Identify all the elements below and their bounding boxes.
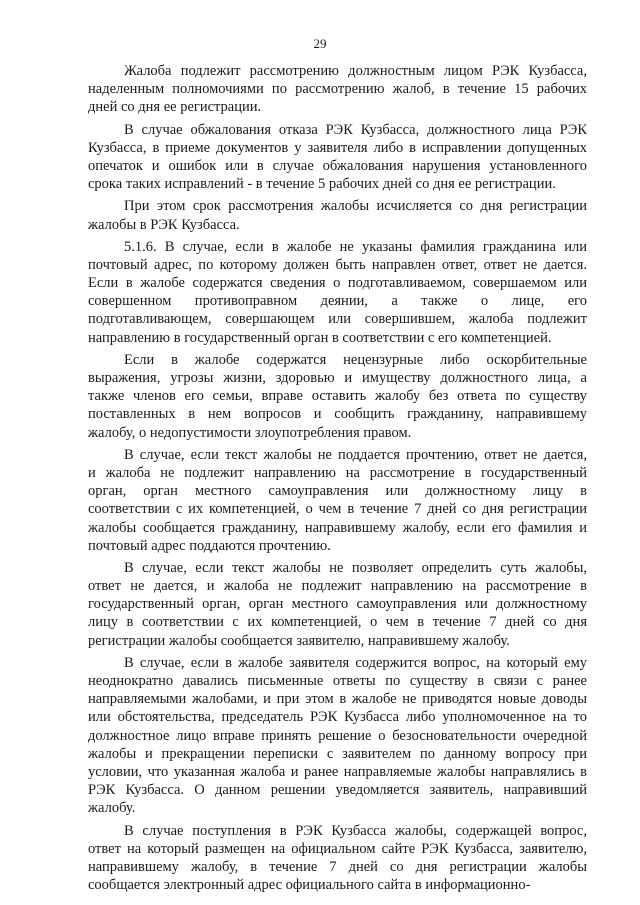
paragraph — [88, 351, 587, 442]
text-line: опечаток и ошибок или в случае обжалования нарушения установленного — [88, 157, 587, 174]
text-line: выражения, угрозы жизни, здоровью и имуществу должностного лица, а — [88, 370, 587, 386]
text-line: 5.1.6. В случае, если в жалобе не указаны фамилия гражданина или — [124, 238, 587, 255]
text-line: жалобы в РЭК Кузбасса. — [88, 216, 240, 233]
text-line: почтовый адрес, по которому должен быть направлен ответ, ответ не дается. — [88, 256, 587, 273]
text-line: наделенным полномочиями по рассмотрению жалоб, в течение 15 рабочих — [88, 81, 587, 98]
text-line: поставленных в нем вопросов и сообщить гражданину, направившему — [88, 406, 587, 423]
paragraph — [88, 121, 587, 194]
text-line: должностное лицо вправе принять решение о безосновательности очередной — [88, 727, 587, 744]
text-line: ответ на который размещен на официальном сайте РЭК Кузбасса, заявителю, — [88, 840, 587, 857]
text-line: совершенном противоправном деянии, а также о лице, его — [88, 293, 587, 310]
text-line: Жалоба подлежит рассмотрению должностным лицом РЭК Кузбасса, — [124, 63, 587, 79]
text-line: жалобы и прекращении переписки с заявителем по данному вопросу при — [88, 745, 587, 762]
text-line: В случае обжалования отказа РЭК Кузбасса, должностного лица РЭК — [124, 121, 587, 138]
text-line: неоднократно давались письменные ответы по существу в связи с ранее — [88, 673, 587, 689]
text-line: жалобы сообщается гражданину, направившему жалобу, если его фамилия и — [88, 519, 587, 536]
text-line: лицу в соответствии с их компетенцией, о чем в течение 7 дней со дня — [88, 614, 587, 631]
text-line: подготавливающем, совершающем или совершившем, жалоба подлежит — [88, 311, 587, 328]
text-line: РЭК Кузбасса. О данном решении уведомляется заявитель, направивший — [88, 782, 587, 799]
paragraph — [88, 197, 587, 233]
text-line: Кузбасса, в приеме документов у заявителя либо в исправлении допущенных — [88, 139, 587, 156]
text-line: направлению в государственный орган в соответствии с его компетенцией. — [88, 329, 552, 346]
text-line: срока таких исправлений - в течение 5 рабочих дней со дня ее регистрации. — [88, 176, 556, 193]
text-line: Если в жалобе содержатся сведения о подготавливаемом, совершаемом или — [88, 275, 587, 292]
text-line: сообщается электронный адрес официального сайта в информационно- — [88, 877, 531, 894]
paragraph — [88, 654, 587, 818]
text-line: В случае поступления в РЭК Кузбасса жалобы, содержащей вопрос, — [124, 822, 587, 839]
text-line: или обстоятельства, председатель РЭК Кузбасса либо уполномоченное на то — [88, 709, 587, 726]
text-line: В случае, если текст жалобы не поддается прочтению, ответ не дается, — [124, 446, 587, 463]
text-line: В случае, если в жалобе заявителя содержится вопрос, на который ему — [124, 654, 587, 671]
text-line: направившему жалобу, в течение 7 дней со дня регистрации жалобы — [88, 858, 587, 875]
text-line: направляемыми жалобами, и при этом в жалобе не приводятся новые доводы — [88, 691, 587, 708]
text-line: орган, орган местного самоуправления или должностному лицу в — [88, 483, 587, 500]
paragraph — [88, 446, 587, 555]
text-line: жалобу. — [88, 800, 136, 817]
page-number: 29 — [313, 36, 327, 51]
paragraph — [88, 559, 587, 650]
text-line: регистрации жалобы сообщается заявителю, направившему жалобу. — [88, 632, 510, 649]
text-line: В случае, если текст жалобы не позволяет определить суть жалобы, — [124, 559, 587, 576]
text-line: ответ не дается, и жалоба не подлежит направлению на рассмотрение в — [88, 578, 587, 595]
paragraph — [88, 822, 587, 895]
text-line: и жалоба не подлежит направлению на рассмотрение в государственный — [88, 464, 587, 481]
text-line: соответствии с их компетенцией, о чем в течение 7 дней со дня регистрации — [88, 501, 587, 518]
paragraph — [88, 238, 587, 347]
text-line: почтовый адрес поддаются прочтению. — [88, 537, 331, 554]
paragraph — [88, 62, 587, 117]
text-line: государственный орган, орган местного самоуправления или должностному — [88, 596, 587, 613]
text-line: Если в жалобе содержатся нецензурные либо оскорбительные — [124, 351, 587, 368]
text-line: дней со дня ее регистрации. — [88, 99, 262, 116]
document-body — [88, 62, 587, 898]
text-line: также членов его семьи, вправе оставить жалобу без ответа по существу — [88, 388, 587, 405]
text-line: При этом срок рассмотрения жалобы исчисляется со дня регистрации — [124, 198, 587, 215]
text-line: жалобу, о недопустимости злоупотребления правом. — [88, 424, 412, 441]
text-line: условии, что указанная жалоба и ранее направляемые жалобы направлялись в — [88, 763, 587, 780]
